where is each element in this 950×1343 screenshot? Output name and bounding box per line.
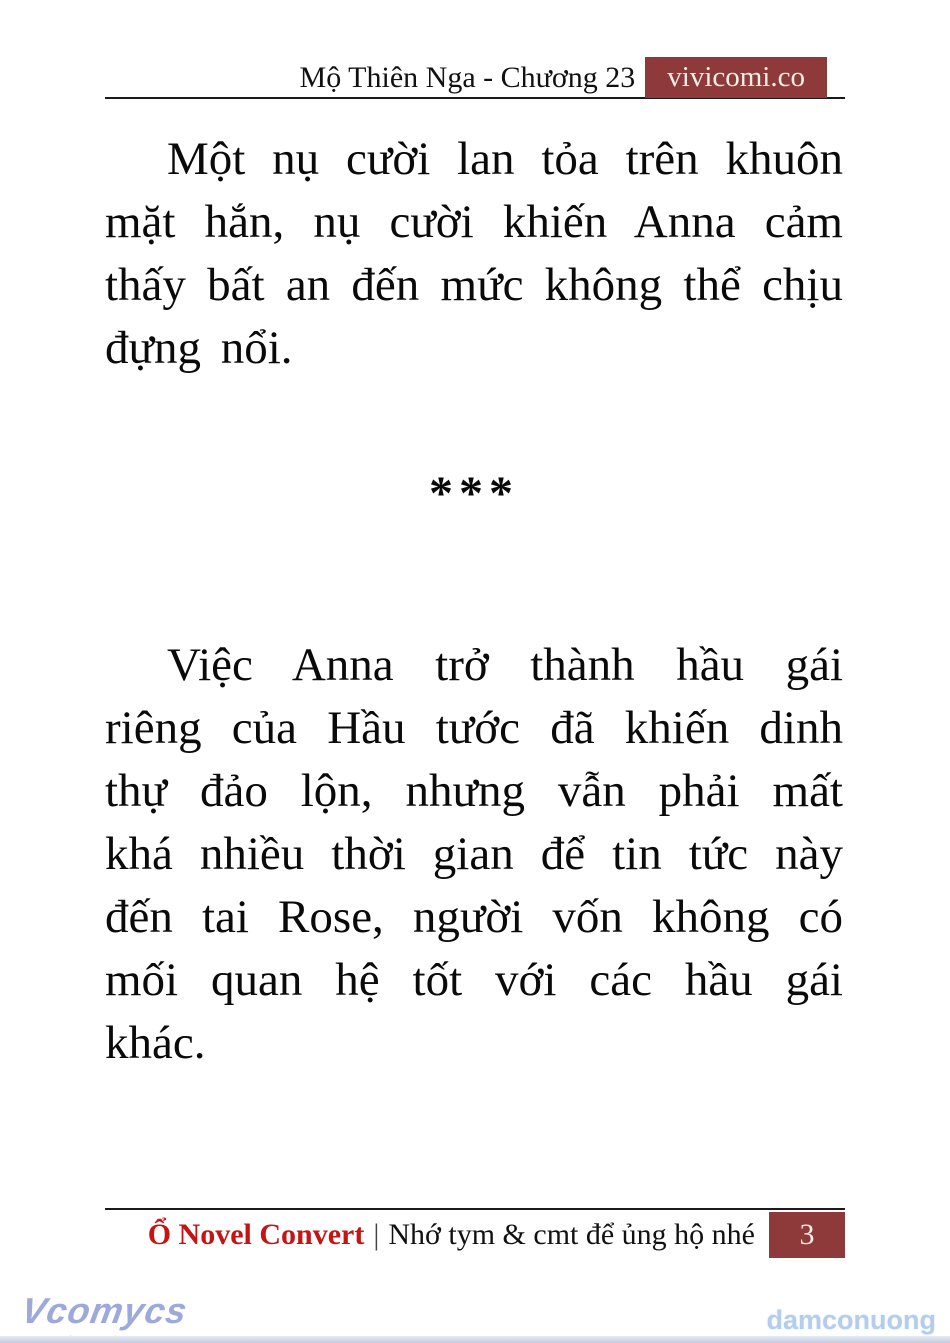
section-separator: *** (429, 467, 519, 520)
footer-message: Nhớ tym & cmt để ủng hộ nhé (388, 1218, 755, 1251)
chapter-title: Mộ Thiên Nga - Chương 23 (299, 61, 636, 94)
footer-brand: Ổ Novel Convert (147, 1218, 365, 1251)
page-number-badge: 3 (769, 1212, 845, 1258)
footer-separator: | (373, 1218, 380, 1251)
site-badge: vivicomi.co (645, 57, 827, 98)
bottom-edge-strip (0, 1336, 950, 1343)
paragraph-1: Một nụ cười lan tỏa trên khuôn mặt hắn, nụ cười khiến Anna cảm thấy bất an đến mức không thể chịu đựng nổi. (105, 133, 843, 374)
header (105, 57, 845, 98)
vcomycs-watermark-logo: Vcomycs (18, 1290, 191, 1331)
footer (105, 1212, 845, 1258)
paragraph-2: Việc Anna trở thành hầu gái riêng của Hầu tước đã khiến dinh thự đảo lộn, nhưng vẫn phải mất khá nhiều thời gian để tin tức này đến tai Rose, người vốn không có mối quan hệ tốt với các hầu gái khác. (105, 639, 843, 1069)
damconuong-watermark: damconuong (766, 1305, 936, 1335)
footer-divider (105, 1208, 845, 1210)
